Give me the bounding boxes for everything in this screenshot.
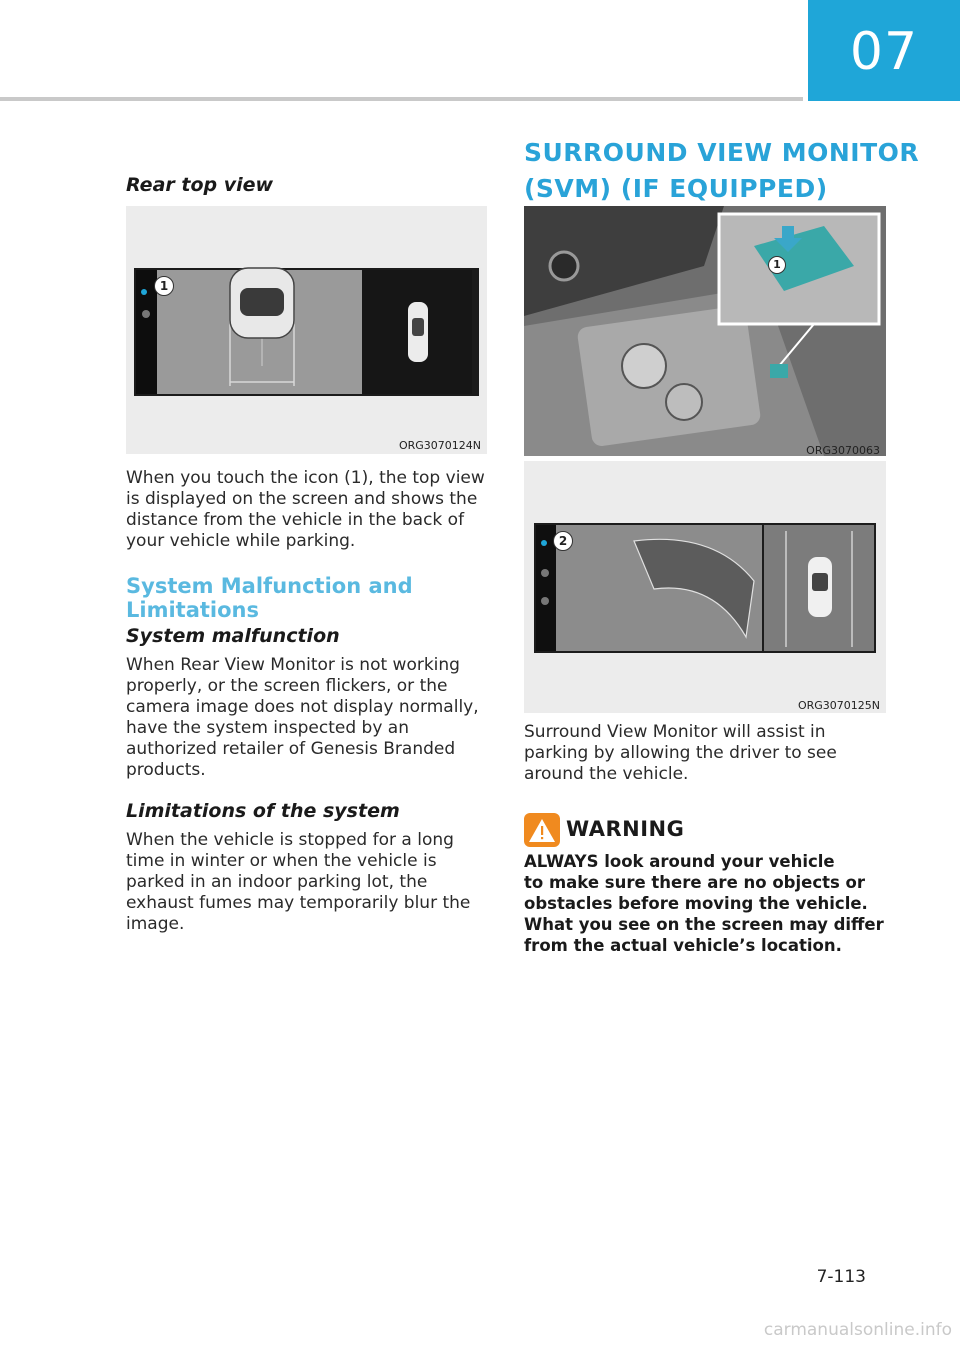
text-line: When Rear View Monitor is not working [126,655,460,675]
limitations-body [126,830,496,935]
text-line: parked in an indoor parking lot, the [126,872,428,892]
warning-label: WARNING [566,817,685,841]
text-line: around the vehicle. [524,764,689,784]
svm-screen-figure [524,461,886,713]
chapter-number: 07 [849,22,919,82]
text-line: parking by allowing the driver to see [524,743,837,763]
text-line: authorized retailer of Genesis Branded [126,739,456,759]
rear-top-view-figure [126,206,487,454]
figure-caption: ORG3070125N [797,699,880,712]
text-line: products. [126,760,206,780]
limitations-subheading: Limitations of the system [126,800,400,822]
warning-body [524,851,904,956]
rear-top-view-heading: Rear top view [126,174,274,196]
text-line: distance from the vehicle in the back of [126,510,465,530]
text-line: camera image does not display normally, [126,697,479,717]
text-line: When the vehicle is stopped for a long [126,830,454,850]
svm-section-title [524,135,919,207]
chapter-tab [808,0,960,101]
figure-caption: ORG3070063 [806,444,880,457]
text-line: to make sure there are no objects or [524,873,866,892]
text-line: obstacles before moving the vehicle. [524,894,868,913]
text-line: from the actual vehicle’s location. [524,936,842,955]
text-line: When you touch the icon (1), the top view [126,468,485,488]
rear-top-view-body [126,468,496,552]
top-rule [0,97,803,101]
warning-icon [524,813,560,847]
heading-line: Limitations [126,598,259,622]
text-line: time in winter or when the vehicle is [126,851,437,871]
svm-body [524,722,894,785]
text-line: What you see on the screen may differ [524,915,884,934]
figure-caption: ORG3070124N [398,439,481,452]
marker-1: 1 [154,276,174,296]
title-line: (SVM) (IF EQUIPPED) [524,174,828,203]
text-line: have the system inspected by an [126,718,409,738]
text-line: properly, or the screen flickers, or the [126,676,448,696]
malfunction-body [126,655,496,781]
text-line: your vehicle while parking. [126,531,356,551]
marker-1: 1 [768,256,786,274]
marker-2: 2 [553,531,573,551]
title-line: SURROUND VIEW MONITOR [524,138,920,167]
text-line: Surround View Monitor will assist in [524,722,826,742]
text-line: ALWAYS look around your vehicle [524,852,835,871]
page-number: 7-113 [816,1267,866,1287]
text-line: image. [126,914,185,934]
malfunction-section-heading [126,574,413,622]
footer-watermark: carmanualsonline.info [763,1320,952,1340]
heading-line: System Malfunction and [126,574,413,598]
console-photo-figure [524,206,886,456]
text-line: is displayed on the screen and shows the [126,489,478,509]
system-malfunction-subheading: System malfunction [126,625,340,647]
text-line: exhaust fumes may temporarily blur the [126,893,471,913]
